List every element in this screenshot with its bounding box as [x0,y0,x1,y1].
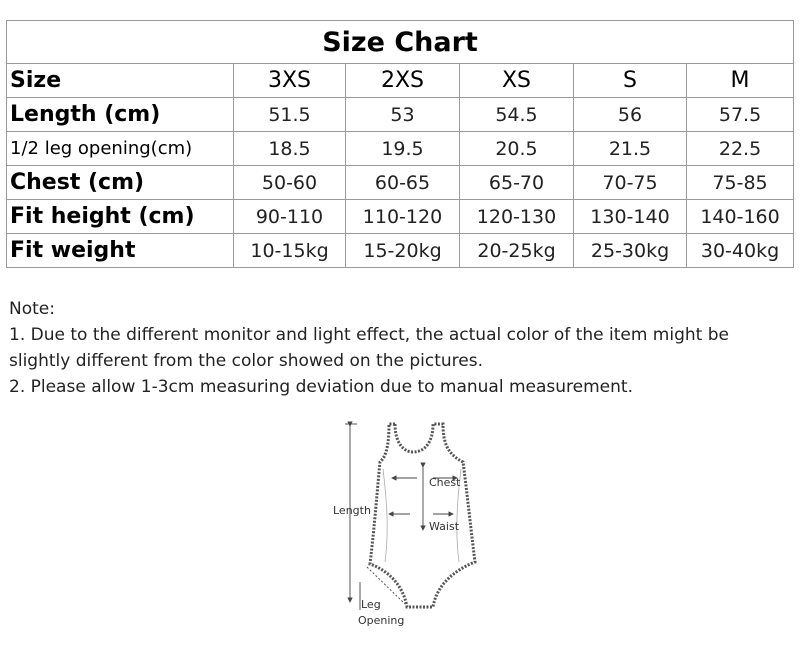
table-cell: 110-120 [346,200,460,234]
table-cell: 20-25kg [460,234,574,268]
row-label: Length (cm) [7,98,234,132]
row-label: Fit height (cm) [7,200,234,234]
waist-label: Waist [429,520,460,533]
row-label: 1/2 leg opening(cm) [7,132,234,166]
table-cell: 22.5 [687,132,794,166]
trim-line [383,469,387,562]
table-cell: 60-65 [346,166,460,200]
table-cell: 140-160 [687,200,794,234]
table-row [7,98,794,132]
table-cell: 30-40kg [687,234,794,268]
table-cell: 90-110 [234,200,346,234]
table-cell: 70-75 [574,166,687,200]
table-cell: 21.5 [574,132,687,166]
size-header-cell: XS [460,64,574,98]
table-cell: 130-140 [574,200,687,234]
size-header-cell: 2XS [346,64,460,98]
table-cell: 75-85 [687,166,794,200]
table-cell: 65-70 [460,166,574,200]
table-row [7,234,794,268]
size-header-cell: 3XS [234,64,346,98]
note-block [9,296,789,400]
size-header-label: Size [7,64,234,98]
row-label: Chest (cm) [7,166,234,200]
size-header-cell: M [687,64,794,98]
row-label: Fit weight [7,234,234,268]
table-cell: 54.5 [460,98,574,132]
table-cell: 120-130 [460,200,574,234]
opening-label: Opening [358,614,405,627]
table-row [7,166,794,200]
note-heading: Note: [9,299,55,319]
table-cell: 20.5 [460,132,574,166]
table-cell: 10-15kg [234,234,346,268]
table-cell: 50-60 [234,166,346,200]
swimsuit-measurement-diagram [325,412,495,637]
table-cell: 51.5 [234,98,346,132]
title-row [7,21,794,64]
note-line: 1. Due to the different monitor and light effect, the actual color of the item might be [9,325,729,345]
table-cell: 25-30kg [574,234,687,268]
table-cell: 18.5 [234,132,346,166]
size-header-cell: S [574,64,687,98]
table-cell: 53 [346,98,460,132]
swimsuit-outline [370,424,475,607]
table-row [7,132,794,166]
note-line: 2. Please allow 1-3cm measuring deviation due to manual measurement. [9,377,633,397]
table-cell: 15-20kg [346,234,460,268]
note-line: slightly different from the color showed on the pictures. [9,351,483,371]
table-cell: 57.5 [687,98,794,132]
length-label: Length [333,504,371,517]
chest-label: Chest [429,476,461,489]
table-cell: 56 [574,98,687,132]
size-chart-table [6,20,794,268]
leg-label: Leg [361,598,381,611]
size-header-row [7,64,794,98]
table-cell: 19.5 [346,132,460,166]
chart-title: Size Chart [7,21,794,64]
table-row [7,200,794,234]
